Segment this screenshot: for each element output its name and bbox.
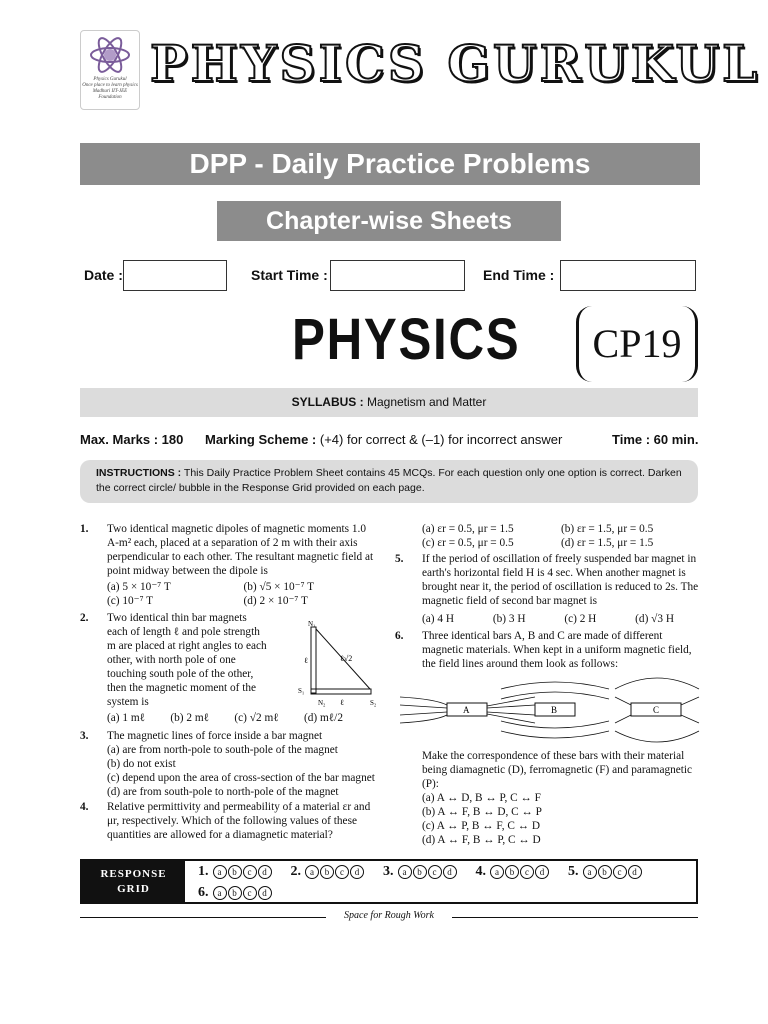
question-4 (80, 800, 380, 842)
syllabus-bar (80, 388, 698, 417)
response-question (291, 864, 366, 880)
question-number: 6. (395, 630, 404, 642)
right-column (395, 522, 700, 847)
instructions-text: This Daily Practice Problem Sheet contains 45 MCQs. For each question only one option is correct. Darken the correct circle/ bubble in the Response Grid provided on each page. (96, 467, 682, 494)
response-grid (80, 859, 698, 904)
response-question (568, 864, 643, 880)
answer-bubble-c[interactable]: c (243, 886, 257, 900)
answer-bubble-c[interactable]: c (243, 865, 257, 879)
logo-text-1: Physics Gurukul (93, 77, 127, 82)
brand-title: PHYSICS GURUKUL (150, 34, 761, 93)
answer-bubble-b[interactable]: b (598, 865, 612, 879)
option-d: (d) εr = 1.5, μr = 1.5 (561, 537, 654, 549)
label-l-horizontal: ℓ (340, 698, 344, 707)
bar-magnets-figure (296, 619, 380, 711)
response-question (198, 864, 273, 880)
label-n2: N₂ (318, 699, 326, 707)
answer-bubble-d[interactable]: d (350, 865, 364, 879)
question-number: 4. (80, 801, 89, 813)
label-n1: N₁ (308, 620, 316, 628)
answer-bubble-c[interactable]: c (335, 865, 349, 879)
time-limit: Time : 60 min. (612, 432, 699, 447)
option-c: (c) 2 H (564, 613, 597, 625)
answer-bubble-d[interactable]: d (535, 865, 549, 879)
option-b: (b) εr = 1.5, μr = 0.5 (561, 523, 654, 535)
option-b: (b) 3 H (492, 613, 526, 625)
answer-bubble-c[interactable]: c (613, 865, 627, 879)
option-c: (c) εr = 0.5, μr = 0.5 (422, 537, 514, 549)
label-diagonal: ℓ√2 (340, 654, 353, 663)
response-question-number: 4. (475, 864, 486, 879)
answer-bubble-a[interactable]: a (398, 865, 412, 879)
answer-bubble-d[interactable]: d (443, 865, 457, 879)
question-text: Three identical bars A, B and C are made of different magnetic materials. When kept in a uniform magnetic field, the field lines around them look as follows: (422, 630, 692, 670)
bar-b-label: B (551, 705, 558, 715)
bar-c-label: C (653, 705, 660, 715)
option-d: (d) are from south-pole to north-pole of the magnet (107, 786, 339, 798)
end-time-label: End Time : (483, 267, 555, 283)
question-3 (80, 729, 380, 799)
answer-bubble-c[interactable]: c (520, 865, 534, 879)
left-column (80, 522, 380, 842)
syllabus-value: Magnetism and Matter (366, 395, 487, 409)
logo (80, 30, 140, 110)
response-grid-label: RESPONSE GRID (82, 861, 185, 902)
option-b: (b) 2 mℓ (170, 712, 210, 724)
answer-bubble-b[interactable]: b (320, 865, 334, 879)
question-text: Relative permittivity and permeability of a material εr and μr, respectively. Which of the following values of these quantities are allowed for a diamagnetic material? (107, 801, 371, 841)
answer-bubble-a[interactable]: a (305, 865, 319, 879)
label-l-vertical: ℓ (304, 656, 308, 665)
response-question-number: 5. (568, 864, 579, 879)
rough-work-separator (80, 910, 698, 924)
answer-bubble-d[interactable]: d (628, 865, 642, 879)
option-a: (a) are from north-pole to south-pole of the magnet (107, 744, 338, 756)
answer-bubble-c[interactable]: c (428, 865, 442, 879)
option-c: (c) √2 mℓ (234, 712, 279, 724)
question-1 (80, 522, 380, 608)
bar-a-label: A (463, 705, 470, 715)
response-question-number: 2. (290, 864, 301, 879)
date-field[interactable] (123, 260, 227, 291)
option-d: (d) mℓ/2 (303, 712, 343, 724)
response-question (383, 864, 458, 880)
answer-bubble-b[interactable]: b (228, 886, 242, 900)
question-4-options (395, 522, 700, 550)
rough-work-label: Space for Rough Work (326, 910, 452, 921)
instructions-box (80, 460, 698, 503)
answer-bubble-a[interactable]: a (490, 865, 504, 879)
option-b: (b) √5 × 10⁻⁷ T (243, 581, 315, 593)
response-row-2 (198, 885, 291, 901)
answer-bubble-a[interactable]: a (213, 886, 227, 900)
instructions-label: INSTRUCTIONS : (96, 467, 182, 479)
question-text-2: Make the correspondence of these bars with their material being diamagnetic (D), ferromagnetic (F) and paramagnetic (P): (422, 750, 693, 790)
chapter-banner: Chapter-wise Sheets (217, 201, 561, 241)
logo-text-2: Once place to learn physics (82, 83, 138, 88)
syllabus-label: SYLLABUS : (291, 395, 364, 409)
question-5 (395, 552, 700, 626)
option-a: (a) 5 × 10⁻⁷ T (107, 581, 171, 593)
end-time-field[interactable] (560, 260, 696, 291)
marking-scheme (205, 432, 562, 447)
answer-bubble-a[interactable]: a (213, 865, 227, 879)
logo-text-3: Madhuri IIT-JEE Foundation (92, 89, 128, 100)
answer-bubble-a[interactable]: a (583, 865, 597, 879)
label-s2: S₂ (370, 699, 377, 707)
option-a: (a) 4 H (422, 613, 454, 625)
response-question (198, 885, 273, 901)
marking-scheme-text: (+4) for correct & (–1) for incorrect answer (319, 432, 563, 447)
question-text: Two identical magnetic dipoles of magnetic moments 1.0 A-m² each, placed at a separation of 2 m with their axis perpendicular to each other. The resultant magnetic field at point midway between the dipole is (107, 523, 374, 577)
question-text: If the period of oscillation of freely suspended bar magnet in earth's horizontal field H is 4 sec. When another magnet is brought near it, the period of oscillation is reduced to 2s. The magnetic field of second bar magnet is (422, 553, 699, 607)
option-b: (b) do not exist (107, 758, 176, 770)
option-c: (c) A ↔ P, B ↔ F, C ↔ D (422, 820, 541, 832)
dpp-banner: DPP - Daily Practice Problems (80, 143, 700, 185)
sheet-code: CP19 (576, 306, 698, 382)
answer-bubble-b[interactable]: b (413, 865, 427, 879)
option-d: (d) √3 H (635, 613, 674, 625)
option-b: (b) A ↔ F, B ↔ D, C ↔ P (422, 806, 542, 818)
option-d: (d) A ↔ F, B ↔ P, C ↔ D (422, 834, 541, 846)
field-lines-figure (395, 677, 700, 745)
question-6 (395, 629, 700, 847)
response-row-1 (198, 864, 661, 880)
start-time-field[interactable] (330, 260, 465, 291)
start-time-label: Start Time : (251, 267, 328, 283)
response-question-number: 1. (198, 864, 209, 879)
atom-icon (88, 33, 132, 77)
question-number: 3. (80, 730, 89, 742)
response-question-number: 3. (383, 864, 394, 879)
option-c: (c) depend upon the area of cross-section of the bar magnet (107, 772, 375, 784)
option-a: (a) A ↔ D, B ↔ P, C ↔ F (422, 792, 541, 804)
question-number: 2. (80, 612, 89, 624)
date-label: Date : (84, 267, 123, 283)
marking-scheme-label: Marking Scheme : (205, 432, 317, 447)
question-number: 5. (395, 553, 404, 565)
question-text: The magnetic lines of force inside a bar magnet (107, 730, 323, 742)
response-question (476, 864, 551, 880)
option-a: (a) 1 mℓ (107, 712, 146, 724)
response-question-number: 6. (198, 885, 209, 900)
answer-bubble-d[interactable]: d (258, 886, 272, 900)
option-d: (d) 2 × 10⁻⁷ T (243, 595, 308, 607)
question-number: 1. (80, 523, 89, 535)
answer-bubble-d[interactable]: d (258, 865, 272, 879)
answer-bubble-b[interactable]: b (505, 865, 519, 879)
option-c: (c) 10⁻⁷ T (107, 595, 154, 607)
max-marks: Max. Marks : 180 (80, 432, 184, 447)
question-text: Two identical thin bar magnets each of length ℓ and pole strength m are placed at right angles to each other, with north pole of one touching south pole of the other, then the magnetic moment of the system is (107, 612, 267, 708)
subject-title: PHYSICS (292, 307, 521, 372)
label-s1: S₁ (298, 687, 305, 695)
option-a: (a) εr = 0.5, μr = 1.5 (422, 523, 514, 535)
answer-bubble-b[interactable]: b (228, 865, 242, 879)
question-2 (80, 611, 380, 725)
